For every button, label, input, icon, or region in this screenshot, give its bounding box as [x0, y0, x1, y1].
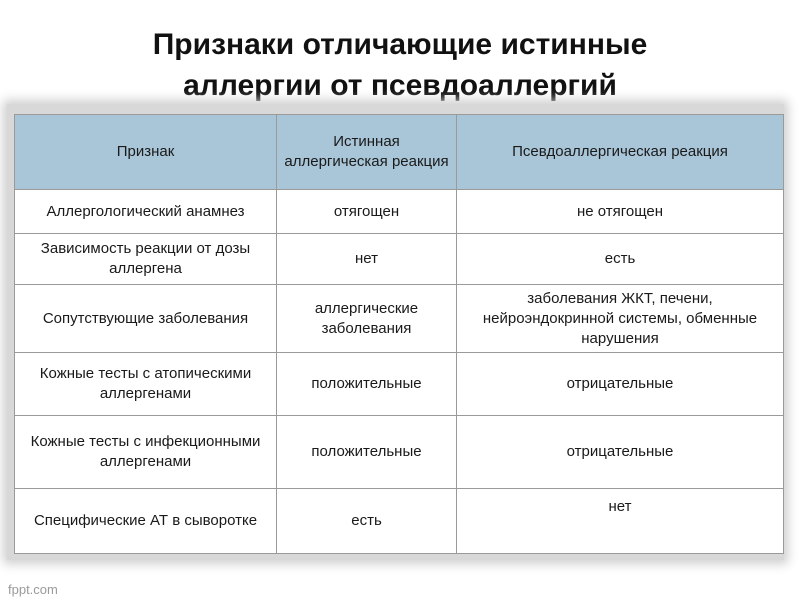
table-cell: положительные [277, 353, 457, 416]
table-cell: есть [457, 234, 784, 285]
title-line-1: Признаки отличающие истинные [152, 28, 648, 61]
table-cell: не отягощен [457, 190, 784, 234]
table-cell: нет [277, 234, 457, 285]
table-row [15, 353, 784, 416]
table-row [15, 190, 784, 234]
title-line-2: аллергии от псевдоаллергий [183, 69, 617, 102]
header-cell-true-allergy: Истинная аллергическая реакция [277, 115, 457, 190]
header-cell-sign: Признак [15, 115, 277, 190]
table-cell: положительные [277, 416, 457, 489]
table-cell: Кожные тесты с атопическими аллергенами [15, 353, 277, 416]
table-row [15, 285, 784, 353]
slide-title [0, 24, 800, 106]
header-cell-pseudo-allergy: Псевдоаллергическая реакция [457, 115, 784, 190]
table-cell: Аллергологический анамнез [15, 190, 277, 234]
table-cell: Сопутствующие заболевания [15, 285, 277, 353]
table-cell: Кожные тесты с инфекционными аллергенами [15, 416, 277, 489]
table-row [15, 234, 784, 285]
table-row [15, 416, 784, 489]
table-cell: отрицательные [457, 353, 784, 416]
table-cell: заболевания ЖКТ, печени, нейроэндокринной системы, обменные нарушения [457, 285, 784, 353]
comparison-table [14, 114, 784, 554]
table-cell: нет [457, 489, 784, 554]
table-cell: Зависимость реакции от дозы аллергена [15, 234, 277, 285]
watermark-text: fppt.com [8, 582, 58, 597]
table-cell: аллергические заболевания [277, 285, 457, 353]
table-cell: отрицательные [457, 416, 784, 489]
table-row [15, 489, 784, 554]
table-cell: есть [277, 489, 457, 554]
table-cell: Специфические АТ в сыворотке [15, 489, 277, 554]
table-header-row [15, 115, 784, 190]
table-cell: отягощен [277, 190, 457, 234]
